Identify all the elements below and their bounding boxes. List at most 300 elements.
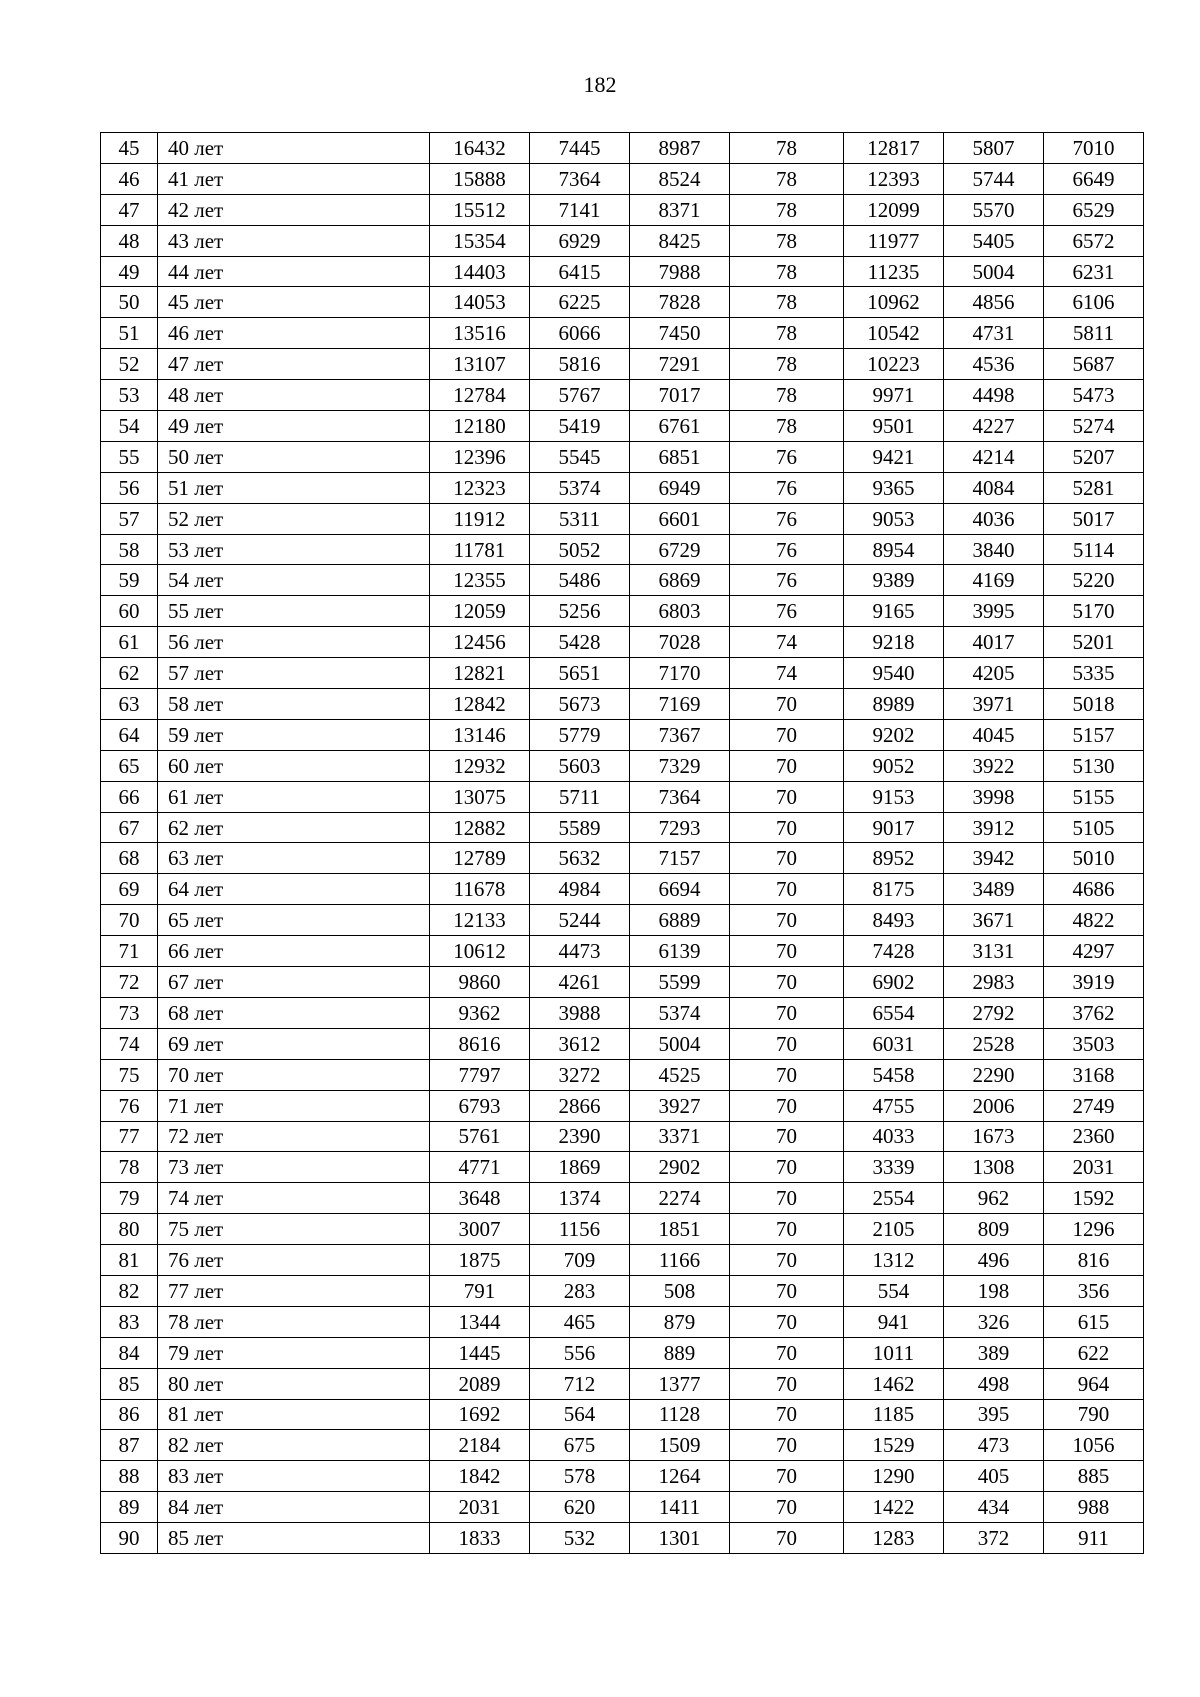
value-cell: 1374 [530, 1183, 630, 1214]
value-cell: 13146 [430, 719, 530, 750]
value-cell: 70 [730, 905, 844, 936]
age-cell: 73 лет [158, 1152, 430, 1183]
value-cell: 6139 [630, 936, 730, 967]
value-cell: 9053 [844, 503, 944, 534]
row-number-cell: 67 [101, 812, 158, 843]
value-cell: 5281 [1044, 472, 1144, 503]
value-cell: 16432 [430, 133, 530, 164]
value-cell: 78 [730, 349, 844, 380]
value-cell: 15354 [430, 225, 530, 256]
value-cell: 1509 [630, 1430, 730, 1461]
value-cell: 8616 [430, 1028, 530, 1059]
row-number-cell: 86 [101, 1399, 158, 1430]
age-cell: 84 лет [158, 1492, 430, 1523]
table-row [101, 997, 1144, 1028]
value-cell: 564 [530, 1399, 630, 1430]
value-cell: 70 [730, 781, 844, 812]
value-cell: 6929 [530, 225, 630, 256]
value-cell: 4036 [944, 503, 1044, 534]
value-cell: 70 [730, 1121, 844, 1152]
value-cell: 11235 [844, 256, 944, 287]
value-cell: 5311 [530, 503, 630, 534]
value-cell: 5811 [1044, 318, 1144, 349]
data-table [100, 132, 1144, 1554]
value-cell: 3503 [1044, 1028, 1144, 1059]
value-cell: 76 [730, 503, 844, 534]
value-cell: 4045 [944, 719, 1044, 750]
age-cell: 82 лет [158, 1430, 430, 1461]
value-cell: 12323 [430, 472, 530, 503]
value-cell: 4033 [844, 1121, 944, 1152]
age-cell: 53 лет [158, 534, 430, 565]
value-cell: 1308 [944, 1152, 1044, 1183]
age-cell: 66 лет [158, 936, 430, 967]
value-cell: 1445 [430, 1337, 530, 1368]
row-number-cell: 66 [101, 781, 158, 812]
value-cell: 11678 [430, 874, 530, 905]
value-cell: 70 [730, 1523, 844, 1554]
table-row [101, 967, 1144, 998]
value-cell: 12396 [430, 441, 530, 472]
value-cell: 74 [730, 627, 844, 658]
value-cell: 6902 [844, 967, 944, 998]
value-cell: 76 [730, 534, 844, 565]
value-cell: 5170 [1044, 596, 1144, 627]
value-cell: 5570 [944, 194, 1044, 225]
value-cell: 70 [730, 1306, 844, 1337]
table-row [101, 1090, 1144, 1121]
value-cell: 7367 [630, 719, 730, 750]
value-cell: 1851 [630, 1214, 730, 1245]
value-cell: 7291 [630, 349, 730, 380]
age-cell: 63 лет [158, 843, 430, 874]
value-cell: 12817 [844, 133, 944, 164]
age-cell: 81 лет [158, 1399, 430, 1430]
value-cell: 9389 [844, 565, 944, 596]
value-cell: 498 [944, 1368, 1044, 1399]
age-cell: 47 лет [158, 349, 430, 380]
row-number-cell: 65 [101, 750, 158, 781]
value-cell: 5201 [1044, 627, 1144, 658]
value-cell: 70 [730, 689, 844, 720]
value-cell: 4731 [944, 318, 1044, 349]
value-cell: 532 [530, 1523, 630, 1554]
value-cell: 4822 [1044, 905, 1144, 936]
value-cell: 9153 [844, 781, 944, 812]
value-cell: 1185 [844, 1399, 944, 1430]
row-number-cell: 69 [101, 874, 158, 905]
value-cell: 70 [730, 1461, 844, 1492]
value-cell: 4498 [944, 380, 1044, 411]
value-cell: 2006 [944, 1090, 1044, 1121]
value-cell: 10962 [844, 287, 944, 318]
value-cell: 3762 [1044, 997, 1144, 1028]
value-cell: 7797 [430, 1059, 530, 1090]
value-cell: 14053 [430, 287, 530, 318]
value-cell: 3995 [944, 596, 1044, 627]
value-cell: 78 [730, 380, 844, 411]
value-cell: 5744 [944, 163, 1044, 194]
value-cell: 8371 [630, 194, 730, 225]
value-cell: 5274 [1044, 411, 1144, 442]
value-cell: 1462 [844, 1368, 944, 1399]
value-cell: 5767 [530, 380, 630, 411]
row-number-cell: 88 [101, 1461, 158, 1492]
value-cell: 2902 [630, 1152, 730, 1183]
value-cell: 11977 [844, 225, 944, 256]
value-cell: 5428 [530, 627, 630, 658]
value-cell: 78 [730, 194, 844, 225]
value-cell: 2274 [630, 1183, 730, 1214]
value-cell: 1692 [430, 1399, 530, 1430]
page-number: 182 [583, 72, 617, 97]
value-cell: 5335 [1044, 658, 1144, 689]
row-number-cell: 78 [101, 1152, 158, 1183]
value-cell: 5761 [430, 1121, 530, 1152]
value-cell: 76 [730, 596, 844, 627]
value-cell: 12059 [430, 596, 530, 627]
age-cell: 69 лет [158, 1028, 430, 1059]
age-cell: 62 лет [158, 812, 430, 843]
table-row [101, 781, 1144, 812]
row-number-cell: 51 [101, 318, 158, 349]
value-cell: 70 [730, 1183, 844, 1214]
row-number-cell: 73 [101, 997, 158, 1028]
value-cell: 5779 [530, 719, 630, 750]
value-cell: 1875 [430, 1245, 530, 1276]
value-cell: 3489 [944, 874, 1044, 905]
value-cell: 2290 [944, 1059, 1044, 1090]
value-cell: 12355 [430, 565, 530, 596]
value-cell: 1056 [1044, 1430, 1144, 1461]
value-cell: 6554 [844, 997, 944, 1028]
row-number-cell: 85 [101, 1368, 158, 1399]
value-cell: 7169 [630, 689, 730, 720]
age-cell: 49 лет [158, 411, 430, 442]
value-cell: 496 [944, 1245, 1044, 1276]
value-cell: 1833 [430, 1523, 530, 1554]
value-cell: 78 [730, 256, 844, 287]
value-cell: 1411 [630, 1492, 730, 1523]
value-cell: 2983 [944, 967, 1044, 998]
value-cell: 78 [730, 163, 844, 194]
value-cell: 2528 [944, 1028, 1044, 1059]
value-cell: 389 [944, 1337, 1044, 1368]
table-row [101, 318, 1144, 349]
value-cell: 1264 [630, 1461, 730, 1492]
table-row [101, 1461, 1144, 1492]
row-number-cell: 64 [101, 719, 158, 750]
row-number-cell: 50 [101, 287, 158, 318]
table-row [101, 1121, 1144, 1152]
value-cell: 1156 [530, 1214, 630, 1245]
table-row [101, 225, 1144, 256]
age-cell: 78 лет [158, 1306, 430, 1337]
value-cell: 578 [530, 1461, 630, 1492]
table-row [101, 1245, 1144, 1276]
value-cell: 8175 [844, 874, 944, 905]
table-row [101, 472, 1144, 503]
age-cell: 55 лет [158, 596, 430, 627]
row-number-cell: 76 [101, 1090, 158, 1121]
value-cell: 3007 [430, 1214, 530, 1245]
age-cell: 64 лет [158, 874, 430, 905]
age-cell: 48 лет [158, 380, 430, 411]
table-row [101, 534, 1144, 565]
value-cell: 12882 [430, 812, 530, 843]
value-cell: 508 [630, 1275, 730, 1306]
value-cell: 434 [944, 1492, 1044, 1523]
table-row [101, 287, 1144, 318]
value-cell: 395 [944, 1399, 1044, 1430]
value-cell: 6694 [630, 874, 730, 905]
table-row [101, 411, 1144, 442]
value-cell: 5673 [530, 689, 630, 720]
value-cell: 15512 [430, 194, 530, 225]
value-cell: 70 [730, 1214, 844, 1245]
table-row [101, 194, 1144, 225]
value-cell: 70 [730, 874, 844, 905]
row-number-cell: 45 [101, 133, 158, 164]
value-cell: 3942 [944, 843, 1044, 874]
row-number-cell: 63 [101, 689, 158, 720]
value-cell: 2105 [844, 1214, 944, 1245]
value-cell: 12842 [430, 689, 530, 720]
table-row [101, 133, 1144, 164]
value-cell: 5105 [1044, 812, 1144, 843]
value-cell: 283 [530, 1275, 630, 1306]
table-row [101, 1306, 1144, 1337]
value-cell: 1290 [844, 1461, 944, 1492]
row-number-cell: 90 [101, 1523, 158, 1554]
table-row [101, 627, 1144, 658]
value-cell: 12784 [430, 380, 530, 411]
value-cell: 7988 [630, 256, 730, 287]
row-number-cell: 77 [101, 1121, 158, 1152]
value-cell: 6415 [530, 256, 630, 287]
value-cell: 70 [730, 719, 844, 750]
table-row [101, 719, 1144, 750]
age-cell: 59 лет [158, 719, 430, 750]
value-cell: 5220 [1044, 565, 1144, 596]
value-cell: 5157 [1044, 719, 1144, 750]
value-cell: 5599 [630, 967, 730, 998]
row-number-cell: 70 [101, 905, 158, 936]
value-cell: 7010 [1044, 133, 1144, 164]
value-cell: 5405 [944, 225, 1044, 256]
value-cell: 4536 [944, 349, 1044, 380]
value-cell: 1344 [430, 1306, 530, 1337]
value-cell: 12789 [430, 843, 530, 874]
table-row [101, 1059, 1144, 1090]
value-cell: 5603 [530, 750, 630, 781]
table-row [101, 689, 1144, 720]
value-cell: 6572 [1044, 225, 1144, 256]
value-cell: 9202 [844, 719, 944, 750]
row-number-cell: 58 [101, 534, 158, 565]
value-cell: 5017 [1044, 503, 1144, 534]
row-number-cell: 74 [101, 1028, 158, 1059]
value-cell: 7157 [630, 843, 730, 874]
value-cell: 5711 [530, 781, 630, 812]
value-cell: 76 [730, 565, 844, 596]
value-cell: 7364 [530, 163, 630, 194]
row-number-cell: 57 [101, 503, 158, 534]
value-cell: 7428 [844, 936, 944, 967]
table-row [101, 163, 1144, 194]
value-cell: 1166 [630, 1245, 730, 1276]
value-cell: 9421 [844, 441, 944, 472]
value-cell: 964 [1044, 1368, 1144, 1399]
value-cell: 2184 [430, 1430, 530, 1461]
value-cell: 3648 [430, 1183, 530, 1214]
value-cell: 6803 [630, 596, 730, 627]
value-cell: 5207 [1044, 441, 1144, 472]
value-cell: 78 [730, 411, 844, 442]
row-number-cell: 80 [101, 1214, 158, 1245]
value-cell: 5114 [1044, 534, 1144, 565]
value-cell: 7445 [530, 133, 630, 164]
table-row [101, 874, 1144, 905]
value-cell: 78 [730, 318, 844, 349]
value-cell: 4856 [944, 287, 1044, 318]
age-cell: 71 лет [158, 1090, 430, 1121]
row-number-cell: 46 [101, 163, 158, 194]
value-cell: 9218 [844, 627, 944, 658]
age-cell: 43 лет [158, 225, 430, 256]
value-cell: 5816 [530, 349, 630, 380]
value-cell: 70 [730, 843, 844, 874]
value-cell: 3922 [944, 750, 1044, 781]
value-cell: 4984 [530, 874, 630, 905]
row-number-cell: 48 [101, 225, 158, 256]
row-number-cell: 49 [101, 256, 158, 287]
value-cell: 7017 [630, 380, 730, 411]
table-row [101, 1430, 1144, 1461]
row-number-cell: 61 [101, 627, 158, 658]
age-cell: 72 лет [158, 1121, 430, 1152]
age-cell: 75 лет [158, 1214, 430, 1245]
value-cell: 70 [730, 967, 844, 998]
row-number-cell: 71 [101, 936, 158, 967]
value-cell: 1011 [844, 1337, 944, 1368]
value-cell: 615 [1044, 1306, 1144, 1337]
value-cell: 7828 [630, 287, 730, 318]
value-cell: 3371 [630, 1121, 730, 1152]
value-cell: 2031 [1044, 1152, 1144, 1183]
value-cell: 9165 [844, 596, 944, 627]
value-cell: 9540 [844, 658, 944, 689]
value-cell: 3131 [944, 936, 1044, 967]
value-cell: 9362 [430, 997, 530, 1028]
row-number-cell: 72 [101, 967, 158, 998]
value-cell: 7028 [630, 627, 730, 658]
value-cell: 4686 [1044, 874, 1144, 905]
value-cell: 70 [730, 1430, 844, 1461]
value-cell: 8954 [844, 534, 944, 565]
row-number-cell: 59 [101, 565, 158, 596]
value-cell: 10612 [430, 936, 530, 967]
age-cell: 41 лет [158, 163, 430, 194]
value-cell: 5545 [530, 441, 630, 472]
table-row [101, 565, 1144, 596]
value-cell: 1869 [530, 1152, 630, 1183]
value-cell: 14403 [430, 256, 530, 287]
value-cell: 9860 [430, 967, 530, 998]
value-cell: 5486 [530, 565, 630, 596]
value-cell: 4525 [630, 1059, 730, 1090]
row-number-cell: 82 [101, 1275, 158, 1306]
value-cell: 13107 [430, 349, 530, 380]
value-cell: 8425 [630, 225, 730, 256]
table-row [101, 349, 1144, 380]
table-row [101, 1183, 1144, 1214]
table-row [101, 658, 1144, 689]
value-cell: 4771 [430, 1152, 530, 1183]
value-cell: 2749 [1044, 1090, 1144, 1121]
value-cell: 556 [530, 1337, 630, 1368]
value-cell: 12821 [430, 658, 530, 689]
value-cell: 2031 [430, 1492, 530, 1523]
age-cell: 54 лет [158, 565, 430, 596]
table-row [101, 905, 1144, 936]
value-cell: 4205 [944, 658, 1044, 689]
age-cell: 74 лет [158, 1183, 430, 1214]
value-cell: 879 [630, 1306, 730, 1337]
value-cell: 620 [530, 1492, 630, 1523]
value-cell: 5632 [530, 843, 630, 874]
value-cell: 1312 [844, 1245, 944, 1276]
value-cell: 7364 [630, 781, 730, 812]
row-number-cell: 52 [101, 349, 158, 380]
value-cell: 1592 [1044, 1183, 1144, 1214]
value-cell: 1301 [630, 1523, 730, 1554]
value-cell: 9052 [844, 750, 944, 781]
value-cell: 70 [730, 997, 844, 1028]
value-cell: 8989 [844, 689, 944, 720]
value-cell: 70 [730, 1492, 844, 1523]
value-cell: 7170 [630, 658, 730, 689]
value-cell: 70 [730, 1337, 844, 1368]
table-row [101, 380, 1144, 411]
table-row [101, 936, 1144, 967]
value-cell: 10542 [844, 318, 944, 349]
value-cell: 70 [730, 1368, 844, 1399]
value-cell: 7450 [630, 318, 730, 349]
value-cell: 8952 [844, 843, 944, 874]
value-cell: 6231 [1044, 256, 1144, 287]
value-cell: 3272 [530, 1059, 630, 1090]
value-cell: 2792 [944, 997, 1044, 1028]
value-cell: 885 [1044, 1461, 1144, 1492]
row-number-cell: 47 [101, 194, 158, 225]
value-cell: 473 [944, 1430, 1044, 1461]
value-cell: 5018 [1044, 689, 1144, 720]
value-cell: 6225 [530, 287, 630, 318]
value-cell: 1529 [844, 1430, 944, 1461]
value-cell: 5473 [1044, 380, 1144, 411]
value-cell: 13516 [430, 318, 530, 349]
value-cell: 78 [730, 133, 844, 164]
row-number-cell: 54 [101, 411, 158, 442]
table-row [101, 503, 1144, 534]
table-row [101, 1337, 1144, 1368]
row-number-cell: 79 [101, 1183, 158, 1214]
value-cell: 5807 [944, 133, 1044, 164]
value-cell: 9365 [844, 472, 944, 503]
value-cell: 11912 [430, 503, 530, 534]
value-cell: 1377 [630, 1368, 730, 1399]
